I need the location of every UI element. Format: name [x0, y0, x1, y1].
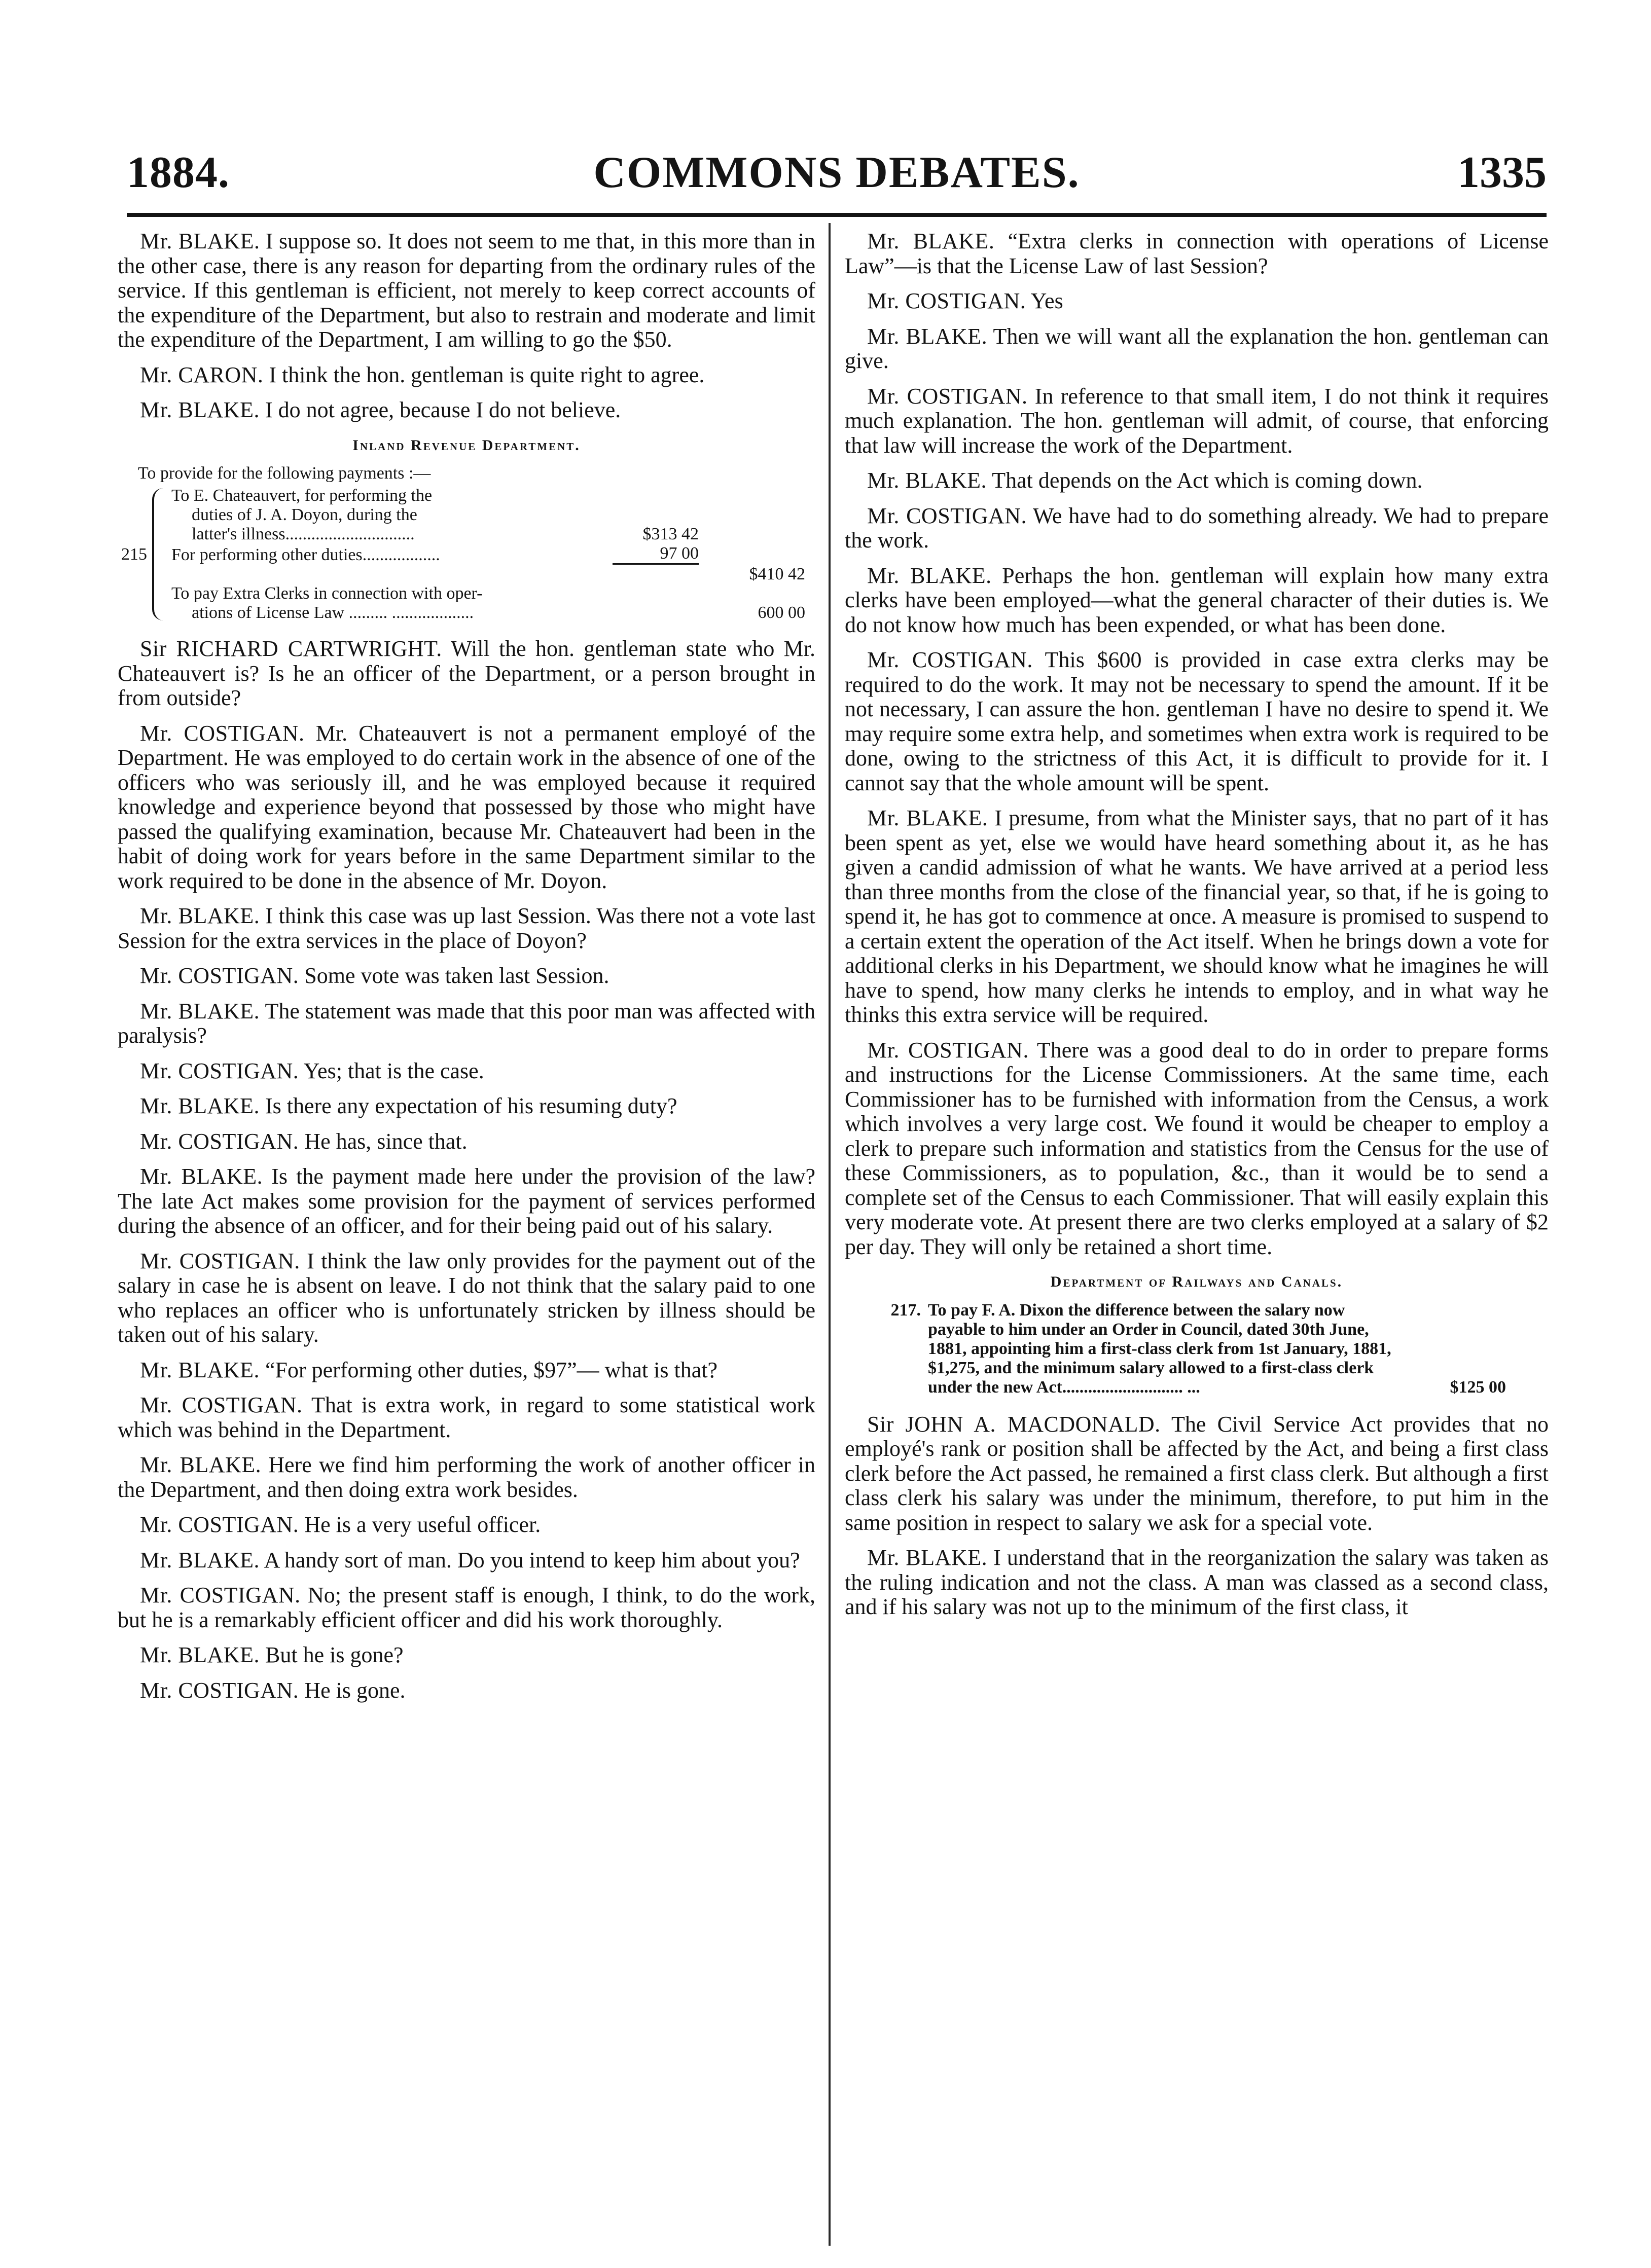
speech-text: Mr. Chateauvert is not a permanent employé of the Department. He was employed to do certain work in the absence of one of the officers who was seriously ill, and he was employed because it required knowledge and experience beyond that possessed by those who might have passed the qualifying examination, because Mr. Chateauvert had been in the habit of doing work for years before in the same Department similar to the work required to be done in the absence of Mr. Doyon. [118, 720, 815, 893]
speaker-name: Mr. BLAKE. [140, 1164, 263, 1189]
speech-text: But he is gone? [265, 1642, 404, 1667]
estimate-number: 217. [890, 1300, 921, 1320]
speech-paragraph [118, 999, 815, 1048]
speech-text: A handy sort of man. Do you intend to keep him about you? [264, 1547, 800, 1572]
estimate-line: To E. Chateauvert, for performing the [171, 486, 433, 505]
page-header [127, 147, 1547, 203]
speech-text: In reference to that small item, I do not think it requires much explanation. The hon. gentleman will admit, of course, that enforcing that law will increase the work of the Department. [845, 383, 1549, 458]
speech-text: No; the present staff is enough, I think, to do the work, but he is a remarkably efficient officer and did his work thoroughly. [118, 1583, 815, 1632]
speaker-name: Mr. BLAKE. [867, 1545, 988, 1570]
estimate-heading: Inland Revenue Department. [352, 436, 581, 454]
speaker-name: Sir JOHN A. MACDONALD. [867, 1411, 1161, 1437]
speech-paragraph [845, 504, 1549, 553]
page-title: COMMONS DEBATES. [593, 148, 1080, 197]
speaker-name: Mr. BLAKE. [867, 468, 987, 493]
speech-paragraph [118, 904, 815, 953]
speech-paragraph [118, 1393, 815, 1442]
speaker-name: Mr. COSTIGAN. [140, 1512, 299, 1537]
speaker-name: Mr. COSTIGAN. [140, 963, 299, 988]
speech-paragraph [118, 1548, 815, 1573]
speech-text: I do not agree, because I do not believe. [265, 397, 621, 422]
speech-paragraph [118, 1678, 815, 1703]
speaker-name: Mr. COSTIGAN. [140, 1248, 300, 1273]
speech-paragraph [118, 1164, 815, 1238]
speaker-name: Mr. BLAKE. [140, 229, 260, 253]
speaker-name: Mr. COSTIGAN. [140, 1128, 299, 1154]
estimate-block-217 [845, 1301, 1549, 1397]
speech-text: “Extra clerks in connection with operations of License Law”—is that the License Law of last Session? [845, 229, 1549, 278]
speech-text: There was a good deal to do in order to prepare forms and instructions for the License Commissioners. At the same time, each Commissioner has to be furnished with information from the Census, a work which involves a very large cost. We found it would be cheaper to employ a clerk to prepare such information and statistics from the Census for the use of these Commissioners, as to population, &c., than it would be to send a complete set of the Census to each Commissioner. That will easily explain this very moderate vote. At present there are two clerks employed at a salary of $2 per day. They will only be retained a short time. [845, 1037, 1549, 1259]
estimate-number: 215 [121, 544, 147, 564]
speech-text: The statement was made that this poor man was affected with paralysis? [118, 998, 815, 1048]
speaker-name: Mr. COSTIGAN. [140, 1393, 303, 1417]
speech-paragraph [845, 384, 1549, 458]
speech-text: Yes; that is the case. [303, 1058, 484, 1083]
speech-paragraph [845, 468, 1549, 493]
speech-text: “For performing other duties, $97”— what is that? [265, 1357, 718, 1382]
speech-text: The Civil Service Act provides that no employé's rank or position shall be affected by the Act, and being a first class clerk before the Act passed, he remained a first class clerk. But although a first class clerk his salary was under the minimum, therefore, to put him in the same position in respect to salary we ask for a special vote. [845, 1411, 1549, 1535]
speaker-name: Mr. COSTIGAN. [140, 1583, 301, 1607]
speech-text: I think the law only provides for the payment out of the salary in case he is absent on leave. I do not think that the salary paid to one who replaces an officer who is unfortunately stricken by illness should be taken out of his salary. [118, 1248, 815, 1347]
speaker-name: Mr. BLAKE. [140, 1093, 260, 1118]
speaker-name: Mr. BLAKE. [140, 1547, 260, 1572]
speech-paragraph [118, 229, 815, 352]
speech-paragraph [118, 1358, 815, 1383]
speech-text: I suppose so. It does not seem to me that, in this more than in the other case, there is any reason for departing from the ordinary rules of the service. If this gentleman is efficient, not merely to keep correct accounts of the expenditure of the Department, but also to restrain and moderate and limit the expenditure of the Department, I am willing to go the $50. [118, 229, 815, 352]
estimate-line: For performing other duties.................. [171, 545, 440, 564]
speech-paragraph [118, 721, 815, 894]
speaker-name: Mr. COSTIGAN. [867, 503, 1027, 528]
estimate-amount: 97 00 [613, 544, 699, 565]
speaker-name: Mr. BLAKE. [140, 1357, 260, 1382]
speech-text: Will the hon. gentleman state who Mr. Chateauvert is? Is he an officer of the Department, or a person brought in from outside? [118, 636, 815, 710]
speech-paragraph [118, 363, 815, 388]
speech-paragraph [118, 1583, 815, 1632]
speaker-name: Mr. COSTIGAN. [140, 1677, 299, 1703]
estimate-line: latter's illness.............................. [192, 525, 415, 543]
page-number: 1335 [1457, 148, 1547, 197]
speech-paragraph [845, 229, 1549, 278]
speech-paragraph [845, 324, 1549, 374]
speech-paragraph [845, 1546, 1549, 1620]
speaker-name: Mr. BLAKE. [867, 806, 988, 830]
estimate-intro: To provide for the following payments :— [138, 464, 431, 483]
speaker-name: Mr. BLAKE. [867, 323, 988, 349]
speech-text: He is a very useful officer. [304, 1512, 541, 1537]
speech-text: That is extra work, in regard to some statistical work which was behind in the Department. [118, 1393, 815, 1442]
speech-text: He has, since that. [304, 1128, 468, 1154]
column-divider [829, 223, 831, 2246]
speech-paragraph [118, 1059, 815, 1084]
speech-paragraph [118, 1643, 815, 1668]
speaker-name: Mr. BLAKE. [140, 397, 260, 422]
header-rule [127, 213, 1547, 217]
speaker-name: Mr. BLAKE. [867, 229, 995, 253]
speech-text: Then we will want all the explanation the hon. gentleman can give. [845, 323, 1549, 373]
estimate-line: ations of License Law ......... ................... [192, 603, 474, 622]
estimate-line: To pay Extra Clerks in connection with oper- [171, 584, 483, 603]
estimate-items [118, 486, 815, 623]
speech-text: Perhaps the hon. gentleman will explain how many extra clerks have been employed—what the general character of their duties is. We do not know how much has been expended, or what has been done. [845, 563, 1549, 637]
speech-text: That depends on the Act which is coming down. [992, 468, 1423, 493]
speaker-name: Mr. BLAKE. [140, 998, 260, 1023]
speech-paragraph [845, 1412, 1549, 1535]
speaker-name: Sir RICHARD CARTWRIGHT. [140, 636, 442, 661]
speech-paragraph [118, 398, 815, 423]
speech-paragraph [845, 564, 1549, 638]
speech-text: He is gone. [304, 1677, 406, 1703]
speaker-name: Mr. COSTIGAN. [867, 647, 1033, 672]
page-year: 1884. [127, 148, 230, 197]
speech-paragraph [118, 1453, 815, 1502]
estimate-description: To pay F. A. Dixon the difference between the salary now payable to him under an Order in Council, dated 30th June, 1881, appointing him a first-class clerk from 1st January, 1881, $1,275, and the minimum salary allowed to a first-class clerk under the new Act............................ ... [928, 1300, 1391, 1397]
speech-text: Here we find him performing the work of another officer in the Department, and then doing extra work besides. [118, 1452, 815, 1502]
speech-paragraph [118, 637, 815, 711]
speech-text: I think the hon. gentleman is quite right to agree. [269, 362, 705, 387]
speech-text: Is there any expectation of his resuming duty? [265, 1093, 677, 1118]
speech-paragraph [118, 1129, 815, 1154]
estimate-subtotal: $410 42 [749, 565, 805, 583]
speaker-name: Mr. BLAKE. [867, 563, 992, 588]
speaker-name: Mr. COSTIGAN. [140, 1058, 299, 1083]
speaker-name: Mr. BLAKE. [140, 1452, 262, 1477]
speech-text: This $600 is provided in case extra clerks may be required to do the work. It may not be necessary to spend the amount. If it be not necessary, I can assure the hon. gentleman I have no desire to spend it. We may require some extra help, and sometimes when extra work is required to be done, owing to the strictness of this Act, it is difficult to provide for it. I cannot say that the whole amount will be spent. [845, 647, 1549, 795]
speaker-name: Mr. CARON. [140, 362, 264, 387]
speaker-name: Mr. COSTIGAN. [867, 383, 1028, 409]
speech-paragraph [845, 806, 1549, 1028]
speaker-name: Mr. COSTIGAN. [867, 288, 1026, 313]
speech-text: We have had to do something already. We had to prepare the work. [845, 503, 1549, 553]
estimate-heading: Department of Railways and Canals. [1050, 1273, 1343, 1290]
speech-text: I presume, from what the Minister says, that no part of it has been spent as yet, else we would have heard something about it, as he has given a candid admission of what he wants. We have arrived at a period less than three months from the close of the financial year, so that, if he is going to spend it, he has got to commence at once. A measure is promised to suspend to a certain extent the operation of the Act itself. When he brings down a vote for additional clerks in his Department, we should know what he imagines he will have to spend, how many clerks he intends to employ, and in what way he thinks this extra service will be required. [845, 806, 1549, 1027]
speech-paragraph [118, 964, 815, 989]
estimate-amount: $125 00 [1450, 1377, 1506, 1397]
speech-text: I think this case was up last Session. Was there not a vote last Session for the extra services in the place of Doyon? [118, 903, 815, 953]
speaker-name: Mr. COSTIGAN. [867, 1037, 1029, 1063]
speech-text: I understand that in the reorganization the salary was taken as the ruling indication and not the class. A man was classed as a second class, and if his salary was not up to the minimum of the first class, it [845, 1545, 1549, 1619]
speaker-name: Mr. BLAKE. [140, 903, 260, 928]
speech-text: Yes [1030, 288, 1063, 313]
speech-text: Some vote was taken last Session. [304, 963, 609, 988]
left-column [118, 229, 815, 2237]
estimate-total: 600 00 [758, 603, 805, 622]
speech-paragraph [118, 1094, 815, 1119]
speech-text: Is the payment made here under the provision of the law? The late Act makes some provision for the payment of services performed during the absence of an officer, and for their being paid out of his salary. [118, 1164, 815, 1238]
speech-paragraph [845, 648, 1549, 795]
speech-paragraph [118, 1249, 815, 1347]
estimate-brace [152, 488, 166, 620]
speaker-name: Mr. BLAKE. [140, 1642, 260, 1667]
estimate-block-215 [118, 464, 815, 623]
right-column [845, 229, 1549, 2237]
speech-paragraph [845, 1038, 1549, 1260]
estimate-amount: $313 42 [642, 525, 699, 543]
speaker-name: Mr. COSTIGAN. [140, 720, 305, 746]
estimate-line: duties of J. A. Doyon, during the [192, 505, 417, 524]
speech-paragraph [845, 289, 1549, 314]
speech-paragraph [118, 1513, 815, 1538]
